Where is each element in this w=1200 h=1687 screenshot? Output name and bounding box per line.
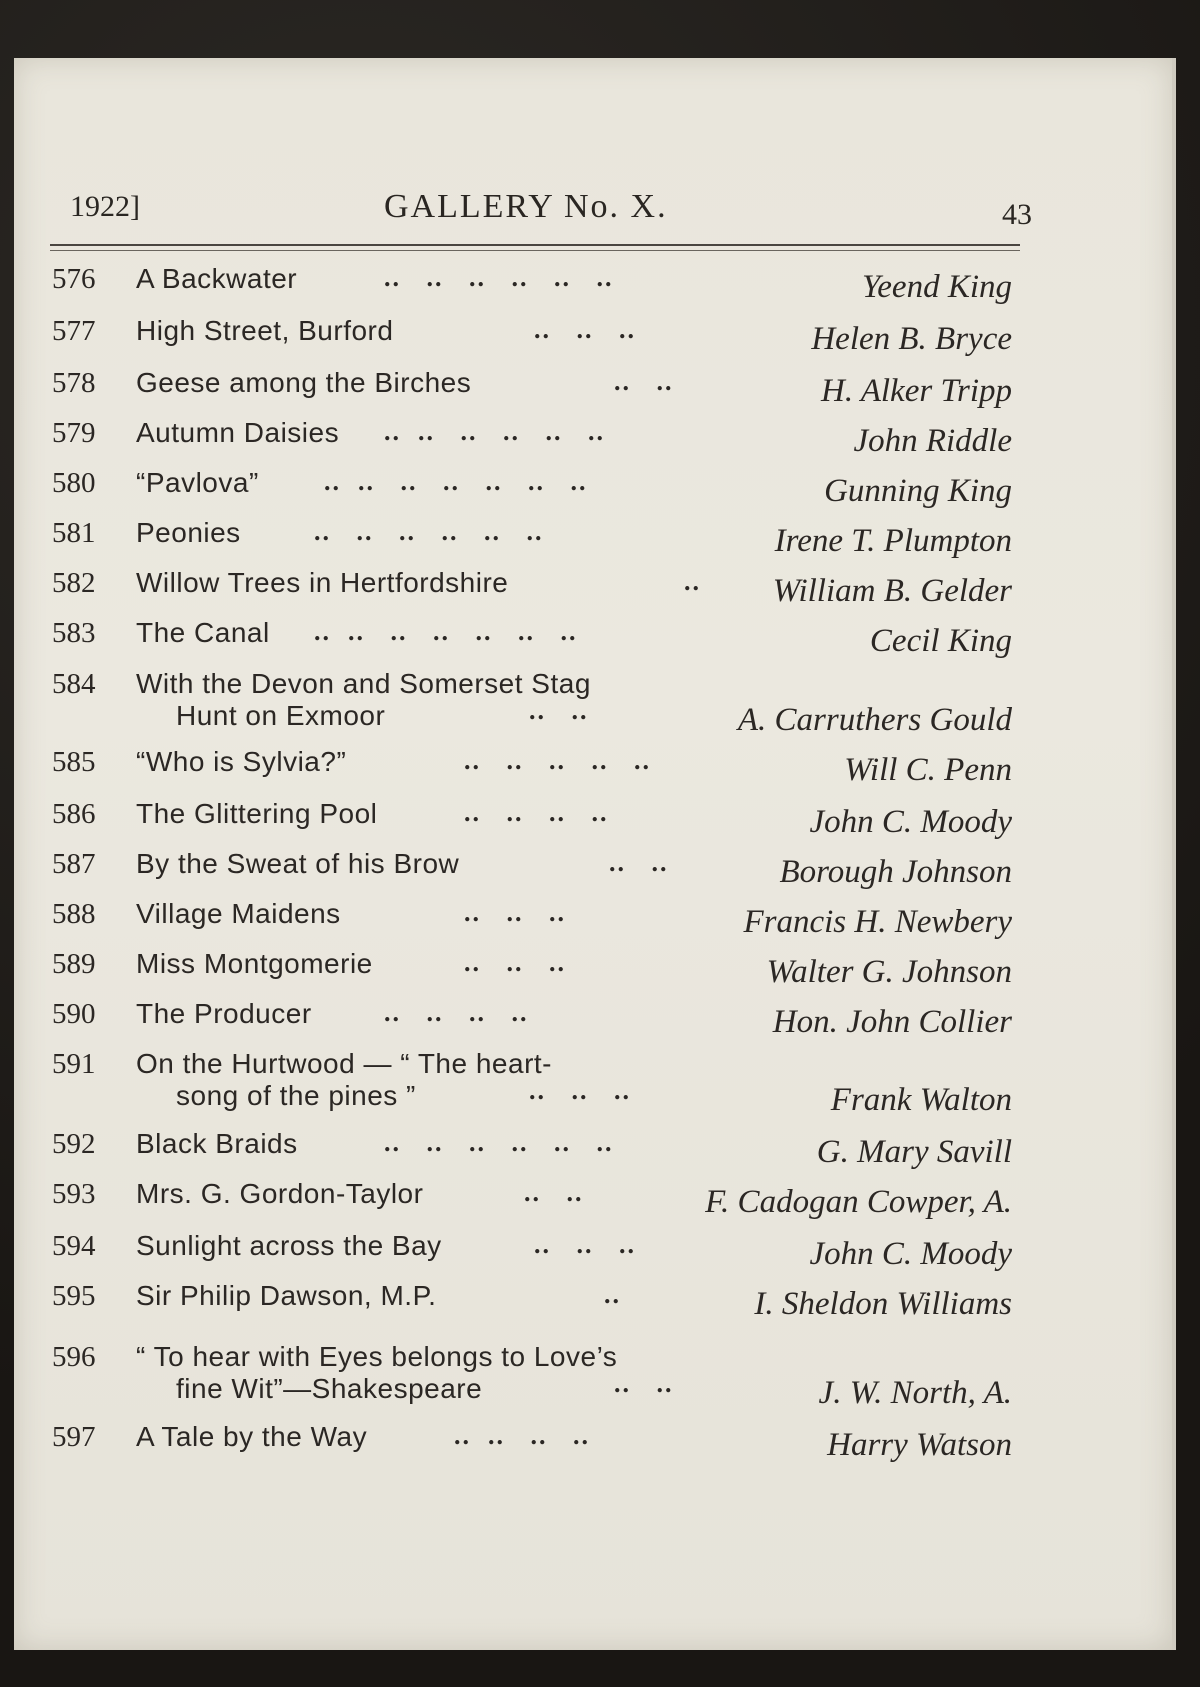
entry-artist: H. Alker Tripp — [821, 373, 1012, 409]
entry-title: Geese among the Birches — [136, 367, 472, 398]
entry-title: High Street, Burford — [136, 315, 394, 346]
dot-leader: .. — [684, 567, 701, 596]
catalogue-entry — [14, 417, 1172, 461]
entry-title: On the Hurtwood — “ The heart- — [136, 1048, 552, 1079]
catalogue-entry — [14, 1128, 1172, 1172]
dot-leader: .. .. .. .. .. .. — [384, 1128, 614, 1157]
entry-number: 592 — [52, 1128, 96, 1160]
entry-artist: Irene T. Plumpton — [774, 523, 1012, 559]
entry-number: 578 — [52, 367, 96, 399]
catalogue-entry — [14, 798, 1172, 842]
book-page — [14, 58, 1172, 1650]
entry-artist: G. Mary Savill — [816, 1134, 1012, 1170]
entry-title: The Producer — [136, 998, 312, 1029]
entry-title: The Glittering Pool — [136, 798, 378, 829]
dot-leader: .. .. — [614, 367, 674, 396]
catalogue-entry — [14, 263, 1172, 307]
entry-title: The Canal — [136, 617, 270, 648]
catalogue-entry — [14, 746, 1172, 790]
entry-title: “Who is Sylvia?” — [136, 746, 347, 777]
entry-title: Black Braids — [136, 1128, 298, 1159]
entry-artist: I. Sheldon Williams — [754, 1286, 1012, 1322]
entry-artist: John C. Moody — [809, 1236, 1012, 1272]
entry-artist: Hon. John Collier — [772, 1004, 1012, 1040]
entry-number: 586 — [52, 798, 96, 830]
catalogue-entry — [14, 617, 1172, 661]
entry-number: 581 — [52, 517, 96, 549]
page-number: 43 — [1002, 198, 1032, 231]
catalogue-entry — [14, 1341, 1172, 1421]
dot-leader: .. .. .. — [534, 315, 636, 344]
catalogue-entry — [14, 567, 1172, 611]
entry-artist: Harry Watson — [827, 1427, 1012, 1463]
dot-leader: .. .. .. .. — [384, 998, 529, 1027]
dot-leader: .. — [604, 1280, 621, 1309]
header-rule — [50, 244, 1020, 246]
entry-number: 576 — [52, 263, 96, 295]
catalogue-entry — [14, 315, 1172, 359]
dot-leader: .. .. .. — [534, 1230, 636, 1259]
catalogue-entry — [14, 517, 1172, 561]
entry-number: 582 — [52, 567, 96, 599]
entry-artist: Borough Johnson — [779, 854, 1012, 890]
catalogue-entry — [14, 998, 1172, 1042]
entry-number: 579 — [52, 417, 96, 449]
entry-number: 585 — [52, 746, 96, 778]
catalogue-entry — [14, 848, 1172, 892]
entry-title: With the Devon and Somerset Stag — [136, 668, 591, 699]
page-header — [54, 188, 1044, 231]
entry-title-continued: song of the pines ” — [176, 1080, 416, 1111]
entry-number: 591 — [52, 1048, 96, 1080]
header-rule-thin — [50, 250, 1020, 251]
entry-artist: Will C. Penn — [844, 752, 1012, 788]
entry-artist: F. Cadogan Cowper, A. — [705, 1184, 1012, 1220]
entry-number: 593 — [52, 1178, 96, 1210]
dot-leader: .. .. — [524, 1178, 584, 1207]
entry-artist: Cecil King — [869, 623, 1012, 659]
entry-title: Village Maidens — [136, 898, 341, 929]
dot-leader: .. .. — [614, 1369, 674, 1398]
dot-leader: .. .. .. .. .. .. — [384, 263, 614, 292]
dot-leader: .. .. .. .. .. .. — [384, 417, 605, 446]
entry-number: 580 — [52, 467, 96, 499]
entry-title: Willow Trees in Hertfordshire — [136, 567, 509, 598]
entry-title: “ To hear with Eyes belongs to Love’s — [136, 1341, 618, 1372]
entry-title-continued: Hunt on Exmoor — [176, 700, 386, 731]
dot-leader: .. .. .. .. .. .. .. — [314, 617, 578, 646]
gallery-title: GALLERY No. X. — [384, 188, 668, 225]
dot-leader: .. .. .. .. — [454, 1421, 590, 1450]
entry-title: Miss Montgomerie — [136, 948, 373, 979]
catalogue-entry — [14, 1280, 1172, 1324]
entry-title: Mrs. G. Gordon-Taylor — [136, 1178, 424, 1209]
entry-number: 584 — [52, 668, 96, 700]
entry-title: A Backwater — [136, 263, 298, 294]
dot-leader: .. .. .. — [464, 948, 566, 977]
entry-artist: Frank Walton — [830, 1082, 1012, 1118]
dot-leader: .. .. .. .. .. — [464, 746, 651, 775]
entry-number: 596 — [52, 1341, 96, 1373]
dot-leader: .. .. .. .. — [464, 798, 609, 827]
entry-artist: Gunning King — [824, 473, 1012, 509]
entry-number: 589 — [52, 948, 96, 980]
entry-number: 590 — [52, 998, 96, 1030]
entry-title: A Tale by the Way — [136, 1421, 368, 1452]
entry-title: Sir Philip Dawson, M.P. — [136, 1280, 437, 1311]
entry-artist: A. Carruthers Gould — [737, 702, 1012, 738]
entry-artist: Yeend King — [861, 269, 1012, 305]
catalogue-entry — [14, 1421, 1172, 1465]
dot-leader: .. .. .. .. .. .. — [314, 517, 544, 546]
catalogue-entry — [14, 1230, 1172, 1274]
catalogue-entry — [14, 1048, 1172, 1128]
entry-artist: John C. Moody — [809, 804, 1012, 840]
entry-title-continued: fine Wit”—Shakespeare — [176, 1373, 483, 1404]
header-year: 1922] — [70, 190, 140, 223]
entry-artist: John Riddle — [853, 423, 1012, 459]
entry-number: 594 — [52, 1230, 96, 1262]
entry-title: Peonies — [136, 517, 241, 548]
entry-artist: William B. Gelder — [772, 573, 1012, 609]
catalogue-entry — [14, 668, 1172, 748]
entry-artist: Walter G. Johnson — [766, 954, 1012, 990]
entry-title: By the Sweat of his Brow — [136, 848, 460, 879]
entry-number: 597 — [52, 1421, 96, 1453]
entry-number: 587 — [52, 848, 96, 880]
dot-leader: .. .. .. .. .. .. .. — [324, 467, 588, 496]
dot-leader: .. .. .. — [529, 1076, 631, 1105]
entry-number: 583 — [52, 617, 96, 649]
dot-leader: .. .. — [609, 848, 669, 877]
entry-title: Autumn Daisies — [136, 417, 340, 448]
catalogue-entry — [14, 367, 1172, 411]
catalogue-entry — [14, 898, 1172, 942]
entry-artist: Helen B. Bryce — [811, 321, 1012, 357]
entry-number: 588 — [52, 898, 96, 930]
entry-number: 595 — [52, 1280, 96, 1312]
entry-title: “Pavlova” — [136, 467, 259, 498]
dot-leader: .. .. .. — [464, 898, 566, 927]
entry-number: 577 — [52, 315, 96, 347]
dot-leader: .. .. — [529, 696, 589, 725]
entry-artist: J. W. North, A. — [818, 1375, 1012, 1411]
catalogue-entry — [14, 467, 1172, 511]
entry-artist: Francis H. Newbery — [743, 904, 1012, 940]
catalogue-entry — [14, 948, 1172, 992]
catalogue-entry — [14, 1178, 1172, 1222]
entry-title: Sunlight across the Bay — [136, 1230, 442, 1261]
